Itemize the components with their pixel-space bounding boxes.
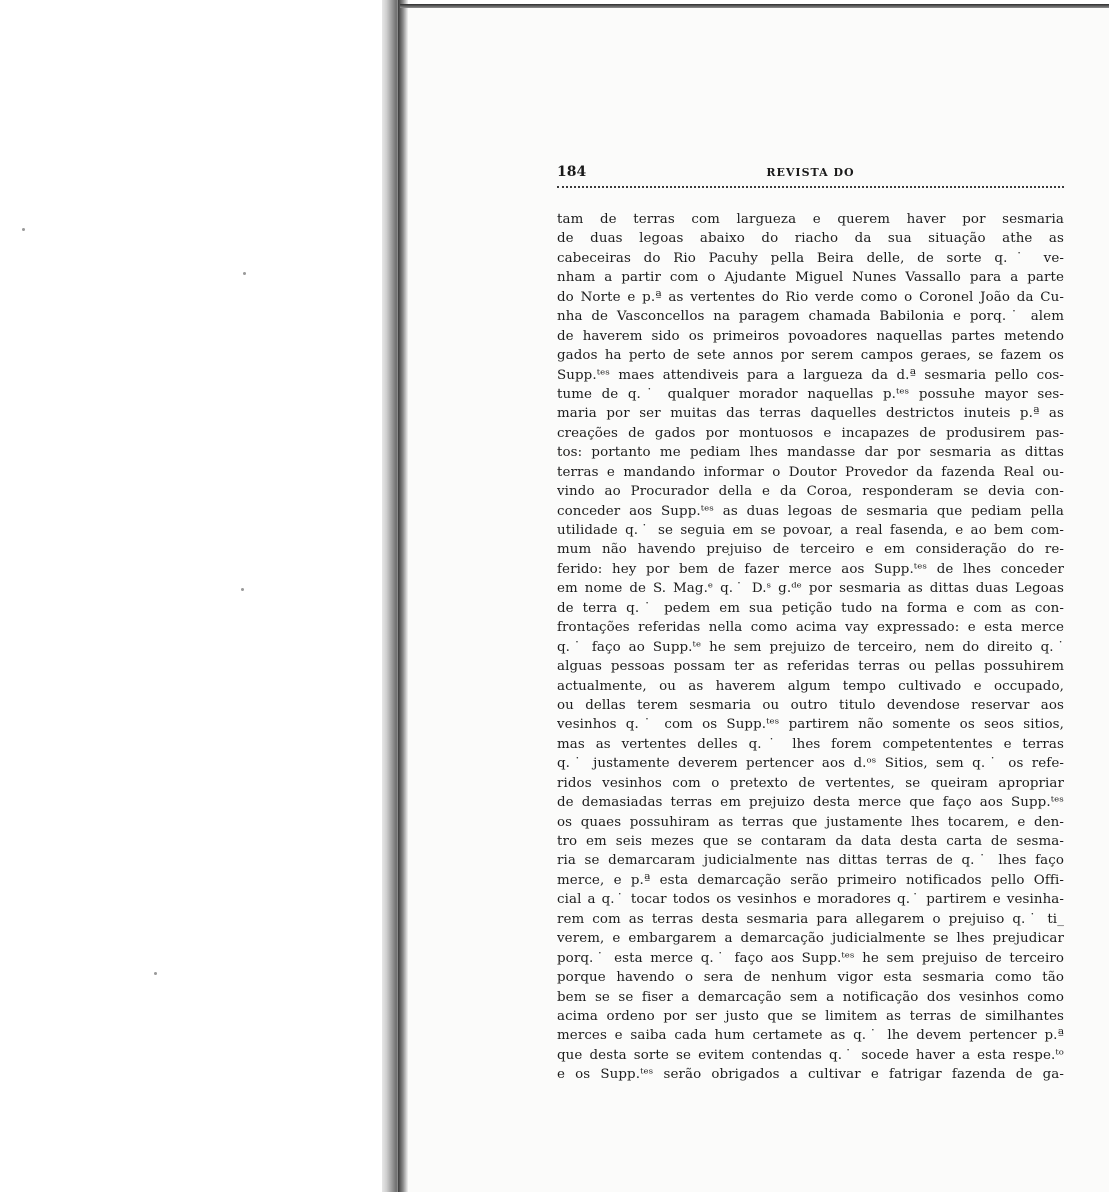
text-line: merces e saiba cada hum certamete as q.˙ lhe devem pertencer p.ª — [557, 1028, 1064, 1044]
page-gutter — [398, 0, 408, 1192]
text-line: maria por ser muitas das terras daquelles destrictos inuteis p.ª as — [557, 406, 1064, 422]
text-line: acima ordeno por ser justo que se limitem as terras de similhantes — [557, 1008, 1064, 1024]
text-line: cabeceiras do Rio Pacuhy pella Beira delle, de sorte q.˙ ve- — [557, 250, 1064, 266]
text-line: ferido: hey por bem de fazer merce aos Supp.ᵗᵉˢ de lhes conceder — [557, 561, 1064, 577]
text-line: em nome de S. Mag.ᵉ q.˙ D.ˢ g.ᵈᵉ por sesmaria as dittas duas Legoas — [557, 581, 1064, 597]
text-line: porq.˙ esta merce q.˙ faço aos Supp.ᵗᵉˢ he sem prejuiso de terceiro — [557, 950, 1064, 966]
text-line: mas as vertentes delles q.˙ lhes forem competententes e terras — [557, 736, 1064, 752]
text-line: merce, e p.ª esta demarcação serão primeiro notificados pello Offi- — [557, 872, 1064, 888]
text-line: tume de q.˙ qualquer morador naquellas p.ᵗᵉˢ possuhe mayor ses- — [557, 386, 1064, 402]
text-line: actualmente, ou as haverem algum tempo cultivado e occupado, — [557, 678, 1064, 694]
text-line: conceder aos Supp.ᵗᵉˢ as duas legoas de sesmaria que pediam pella — [557, 503, 1064, 519]
scan-margin-left — [0, 0, 380, 1192]
scan-speck — [154, 972, 157, 975]
text-line: ridos vesinhos com o pretexto de vertentes, se queiram apropriar — [557, 775, 1064, 791]
text-line: tro em seis mezes que se contaram da data desta carta de sesma- — [557, 834, 1064, 849]
text-line: gados ha perto de sete annos por serem campos geraes, se fazem os — [557, 348, 1064, 364]
text-line: tos: portanto me pediam lhes mandasse dar por sesmaria as dittas — [557, 445, 1064, 461]
text-line: nha de Vasconcellos na paragem chamada Babilonia e porq.˙ alem — [557, 309, 1064, 325]
text-line: creações de gados por montuosos e incapazes de produsirem pas- — [557, 425, 1064, 441]
text-line: de duas legoas abaixo do riacho da sua situação athe as — [557, 231, 1064, 247]
text-line: bem se se fiser a demarcação sem a notificação dos vesinhos como — [557, 989, 1064, 1005]
page-header — [557, 164, 1064, 184]
text-line: os quaes possuhiram as terras que justamente lhes tocarem, e den- — [557, 814, 1064, 830]
text-line: q.˙ justamente deverem pertencer aos d.ᵒˢ Sitios, sem q.˙ os refe- — [557, 756, 1064, 772]
scan-speck — [22, 228, 25, 231]
text-line: ria se demarcaram judicialmente nas dittas terras de q.˙ lhes faço — [557, 853, 1064, 869]
text-line: vesinhos q.˙ com os Supp.ᵗᵉˢ partirem não somente os seos sitios, — [557, 717, 1064, 733]
text-line: nham a partir com o Ajudante Miguel Nunes Vassallo para a parte — [557, 270, 1064, 286]
text-line: porque havendo o sera de nenhum vigor esta sesmaria como tão — [557, 970, 1064, 986]
text-line: de demasiadas terras em prejuizo desta merce que faço aos Supp.ᵗᵉˢ — [557, 795, 1064, 811]
text-line: frontações referidas nella como acima vay expressado: e esta merce — [557, 620, 1064, 636]
text-line: que desta sorte se evitem contendas q.˙ socede haver a esta respe.ᵗᵒ — [557, 1047, 1064, 1063]
scan-speck — [243, 272, 246, 275]
text-line: Supp.ᵗᵉˢ maes attendiveis para a largueza da d.ª sesmaria pello cos- — [557, 367, 1064, 383]
text-line: q.˙ faço ao Supp.ᵗᵉ he sem prejuizo de terceiro, nem do direito q.˙ — [557, 639, 1064, 655]
text-line: verem, e embargarem a demarcação judicialmente se lhes prejudicar — [557, 931, 1064, 947]
text-line: vindo ao Procurador della e da Coroa, responderam se devia con- — [557, 484, 1064, 500]
page-number: 184 — [557, 164, 587, 180]
header-rule — [557, 186, 1064, 188]
text-line: alguas pessoas possam ter as referidas terras ou pellas possuhirem — [557, 659, 1064, 675]
text-line: e os Supp.ᵗᵉˢ serão obrigados a cultivar e fatrigar fazenda de ga- — [557, 1067, 1064, 1083]
text-line: tam de terras com largueza e querem haver por sesmaria — [557, 212, 1064, 227]
text-line: terras e mandando informar o Doutor Provedor da fazenda Real ou- — [557, 464, 1064, 480]
text-line: de haverem sido os primeiros povoadores naquellas partes metendo — [557, 328, 1064, 344]
scan-speck — [241, 588, 244, 591]
document-body — [557, 210, 1064, 1085]
text-line: cial a q.˙ tocar todos os vesinhos e moradores q.˙ partirem e vesinha- — [557, 892, 1064, 908]
text-line: utilidade q.˙ se seguia em se povoar, a real fasenda, e ao bem com- — [557, 523, 1064, 538]
text-line: do Norte e p.ª as vertentes do Rio verde como o Coronel João da Cu- — [557, 289, 1064, 305]
running-head: REVISTA DO — [766, 166, 855, 179]
text-line: mum não havendo prejuiso de terceiro e em consideração do re- — [557, 542, 1064, 558]
text-line: rem com as terras desta sesmaria para allegarem o prejuiso q.˙ ti_ — [557, 911, 1064, 927]
text-line: de terra q.˙ pedem em sua petição tudo na forma e com as con- — [557, 600, 1064, 616]
text-line: ou dellas terem sesmaria ou outro titulo devendose reservar aos — [557, 697, 1064, 713]
